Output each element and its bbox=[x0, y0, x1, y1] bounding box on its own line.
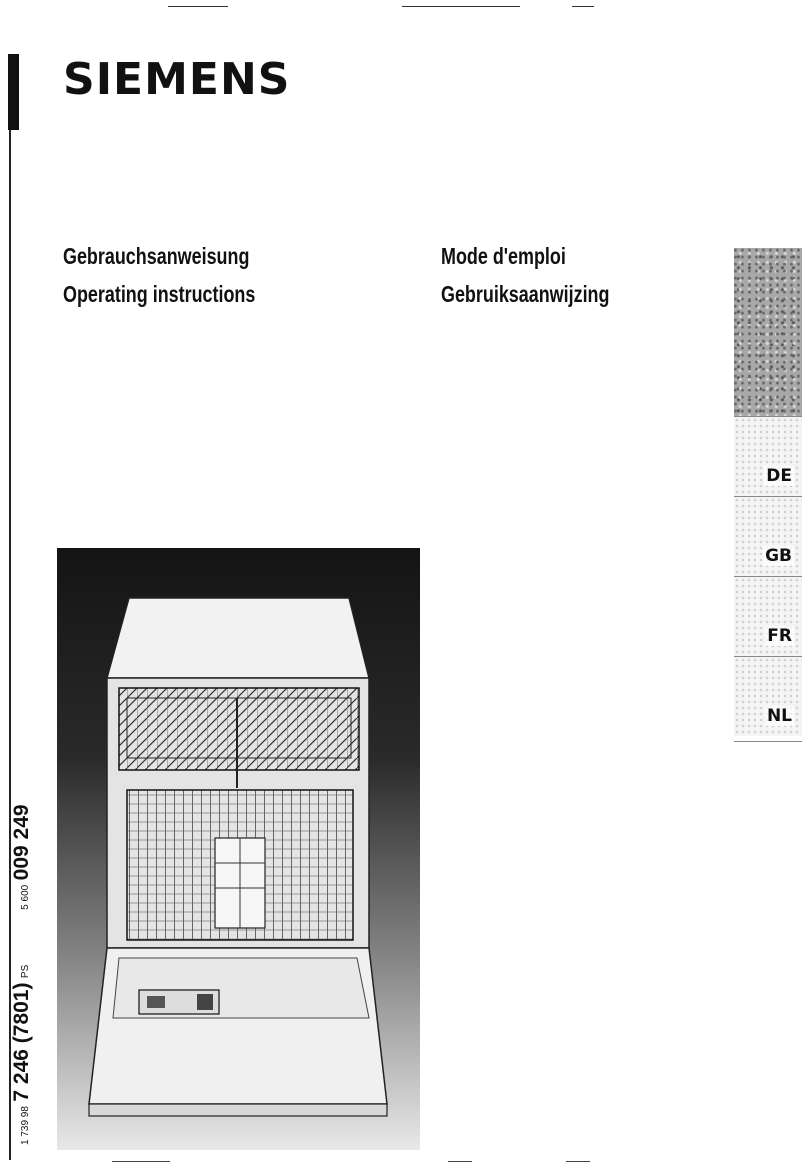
tab-texture bbox=[734, 248, 802, 416]
brand-logo: SIEMENS bbox=[63, 54, 291, 105]
edge-marker bbox=[8, 54, 19, 130]
tab-end-rule bbox=[734, 741, 802, 742]
title-dutch: Gebruiksaanwijzing bbox=[441, 281, 610, 307]
title-german: Gebrauchsanweisung bbox=[63, 243, 250, 269]
bottom-rule bbox=[566, 1161, 590, 1162]
dispenser-flap bbox=[147, 996, 165, 1008]
spine-part-number: 7 246 (7801) bbox=[10, 982, 33, 1102]
top-rule bbox=[572, 6, 594, 7]
tab-de[interactable] bbox=[734, 416, 802, 496]
top-rule bbox=[168, 6, 228, 7]
tab-label: FR bbox=[767, 626, 792, 646]
door-bottom-edge bbox=[89, 1104, 387, 1116]
bottom-rule bbox=[112, 1161, 170, 1162]
rinse-aid-cap bbox=[197, 994, 213, 1010]
tab-gb[interactable] bbox=[734, 496, 802, 576]
tab-label: GB bbox=[765, 546, 792, 566]
language-tab-strip bbox=[734, 248, 802, 748]
spine-code-prefix: 5 600 bbox=[20, 884, 31, 910]
spine-prefix: 1 739 98 bbox=[20, 1106, 31, 1145]
title-english: Operating instructions bbox=[63, 281, 256, 307]
top-rule bbox=[402, 6, 520, 7]
dishwasher-top bbox=[107, 598, 369, 678]
spine-code bbox=[10, 804, 34, 1145]
dishwasher-illustration bbox=[57, 548, 420, 1150]
spine-code-number: 009 249 bbox=[10, 804, 33, 881]
tab-label: DE bbox=[766, 466, 792, 486]
tab-fr[interactable] bbox=[734, 576, 802, 656]
tab-nl[interactable] bbox=[734, 656, 802, 736]
title-french: Mode d'emploi bbox=[441, 243, 566, 269]
spine-suffix: PS bbox=[20, 964, 31, 979]
bottom-rule bbox=[448, 1161, 472, 1162]
tab-label: NL bbox=[766, 706, 792, 726]
